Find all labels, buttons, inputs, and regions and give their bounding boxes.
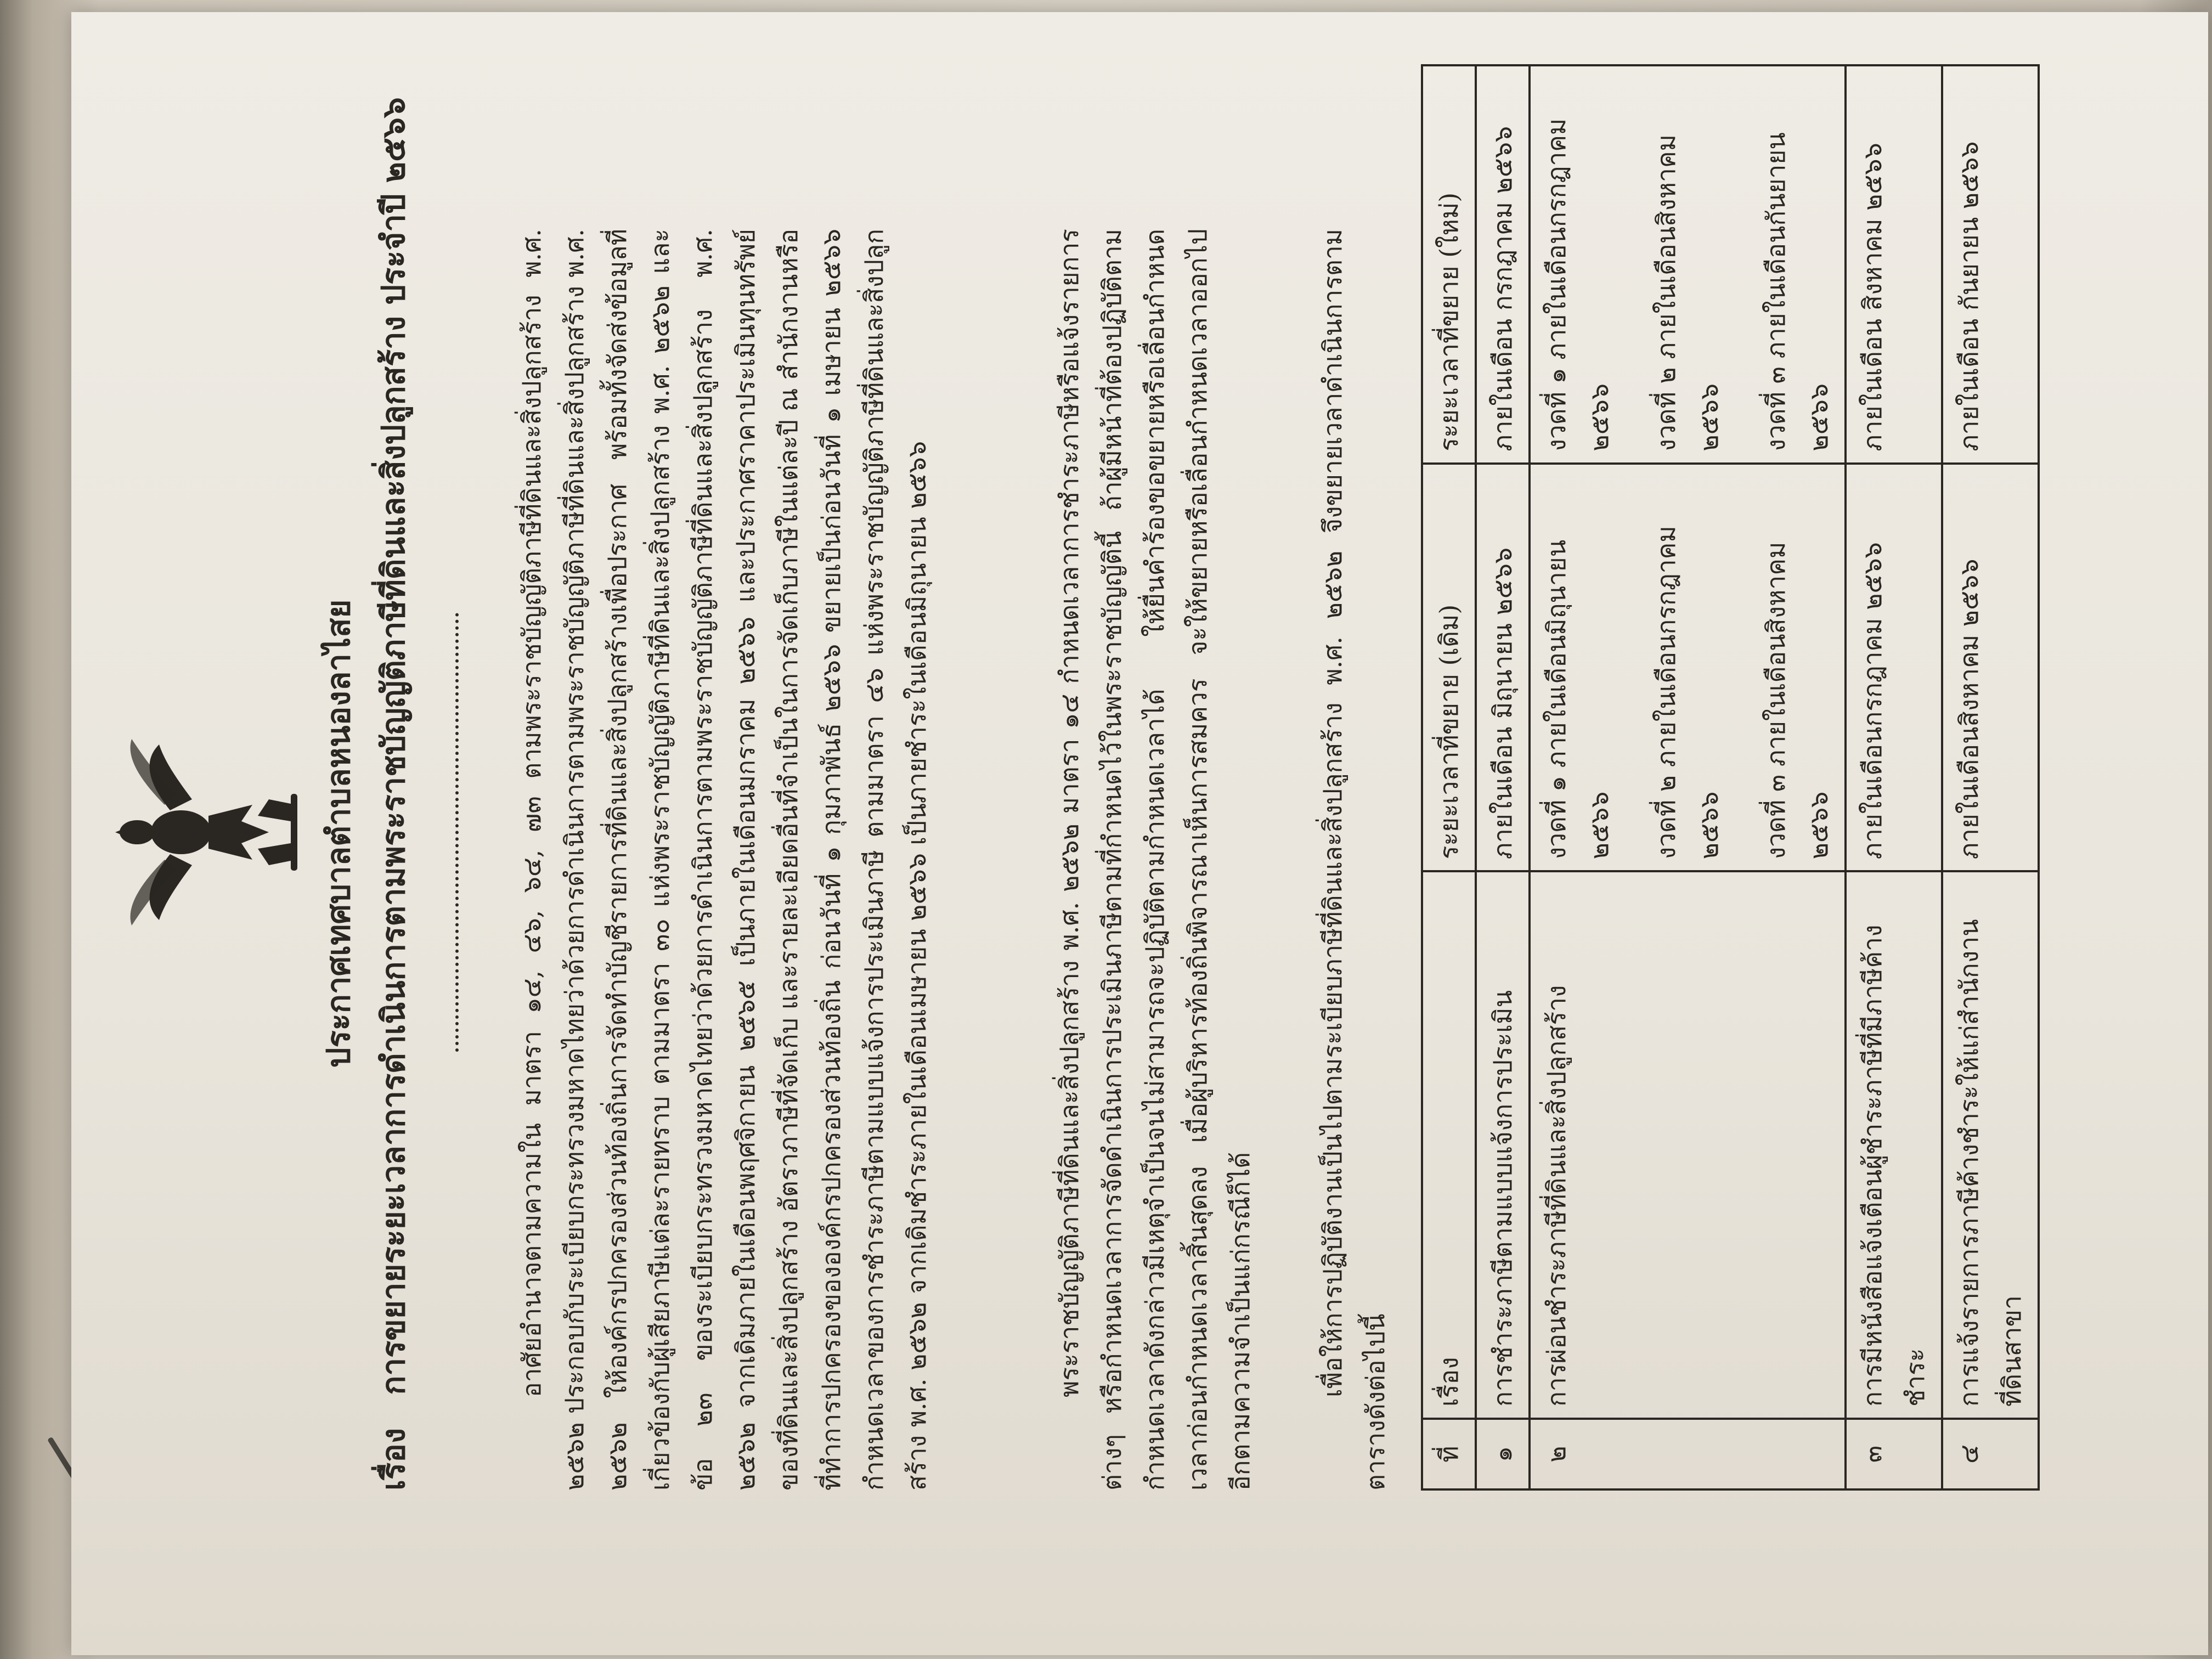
old-installment-1: งวดที่ ๑ ภายในเดือนมิถุนายน ๒๕๖๖ <box>1542 539 1614 860</box>
row-old-period <box>1476 464 1530 872</box>
table-header-row <box>1422 65 1476 1489</box>
new-period-text: ภายในเดือน กรกฎาคม ๒๕๖๖ <box>1488 126 1517 452</box>
table-row <box>1846 65 1942 1489</box>
old-period-text: ภายในเดือนกรกฎาคม ๒๕๖๖ <box>1858 542 1887 860</box>
row-subject: การชำระภาษีตามแบบแจ้งการประเมิน <box>1476 871 1530 1419</box>
new-installment-2: งวดที่ ๒ ภายในเดือนสิงหาคม ๒๕๖๖ <box>1651 134 1724 452</box>
row-new-period <box>1846 65 1942 464</box>
row-number: ๔ <box>1942 1419 2039 1489</box>
header-subject: เรื่อง <box>1422 871 1476 1419</box>
new-period-text: ภายในเดือน สิงหาคม ๒๕๖๖ <box>1858 143 1887 452</box>
header-new-period: ระยะเวลาที่ขยาย (ใหม่) <box>1422 65 1476 464</box>
row-number: ๑ <box>1476 1419 1530 1489</box>
row-subject: การแจ้งรายการภาษีค้างชำระให้แก่สำนักงานที่ดินสาขา <box>1942 871 2039 1419</box>
paragraph-section14: พระราชบัญญัติภาษีที่ดินและสิ่งปลูกสร้าง พ.ศ. ๒๕๖๒ มาตรา ๑๔ กำหนดเวลาการชำระภาษีหรือแจ้งรายการต่างๆ หรือกำหนดเวลาการจัดดำเนินการประเมินภาษีตามที่กำหนดไว้ในพระราชบัญญัตินี้ ถ้าผู้มีหน้าที่ต้องปฏิบัติตามกำหนดเวลาดังกล่าวมีเหตุจำเป็นจนไม่สามารถจะปฏิบัติตามกำหนดเวลาได้ ให้ยื่นคำร้องขอขยายหรือเลื่อนกำหนดเวลาก่อนกำหนดเวลาสิ้นสุดลง เมื่อผู้บริหารท้องถิ่นพิจารณาเห็นการสมควร จะให้ขยายหรือเลื่อนกำหนดเวลาออกไปอีกตามความจำเป็นแก่กรณีก็ได้ <box>1054 229 1255 1491</box>
subject-label: เรื่อง <box>375 1427 412 1491</box>
paper-sheet <box>71 12 2208 1655</box>
garuda-emblem <box>104 739 302 926</box>
row-old-period <box>1942 464 2039 872</box>
row-number: ๓ <box>1846 1419 1942 1489</box>
old-installment-2: งวดที่ ๒ ภายในเดือนกรกฎาคม ๒๕๖๖ <box>1651 526 1724 860</box>
row-old-period <box>1846 464 1942 872</box>
old-period-text: ภายในเดือนสิงหาคม ๒๕๖๖ <box>1954 558 1984 860</box>
schedule-table-wrapper <box>1421 64 2040 1491</box>
document-heading: ประกาศเทศบาลตำบลหนองลาไสย <box>320 599 357 1068</box>
row-subject: การผ่อนชำระภาษีที่ดินและสิ่งปลูกสร้าง <box>1530 871 1846 1419</box>
paragraph-purpose: เพื่อให้การปฏิบัติงานเป็นไปตามระเบียบภาษีที่ดินและสิ่งปลูกสร้าง พ.ศ. ๒๕๖๒ จึงขยายเวลาดำเนินการตามตารางดังต่อไปนี้ <box>1318 229 1390 1491</box>
new-installment-1: งวดที่ ๑ ภายในเดือนกรกฎาคม ๒๕๖๖ <box>1542 118 1614 452</box>
row-new-period <box>1942 65 2039 464</box>
old-period-text: ภายในเดือน มิถุนายน ๒๕๖๖ <box>1488 547 1517 860</box>
paragraph-authority: อาศัยอำนาจตามความใน มาตรา ๑๔, ๔๖, ๖๔, ๗๓ ตามพระราชบัญญัติภาษีที่ดินและสิ่งปลูกสร้าง พ.ศ. ๒๕๖๒ ประกอบกับระเบียบกระทรวงมหาดไทยว่าด้วยการดำเนินการตามพระราชบัญญัติภาษีที่ดินและสิ่งปลูกสร้าง พ.ศ. ๒๕๖๒ ให้องค์กรปกครองส่วนท้องถิ่นการจัดทำบัญชีรายการที่ดินและสิ่งปลูกสร้างเพื่อประกาศ พร้อมทั้งจัดส่งข้อมูลที่เกี่ยวข้องกับผู้เสียภาษีแต่ละรายทราบ ตามมาตรา ๓๐ แห่งพระราชบัญญัติภาษีที่ดินและสิ่งปลูกสร้าง พ.ศ. ๒๕๖๒ และข้อ ๒๓ ของระเบียบกระทรวงมหาดไทยว่าด้วยการดำเนินการตามพระราชบัญญัติภาษีที่ดินและสิ่งปลูกสร้าง พ.ศ. ๒๕๖๒ จากเดิมภายในเดือนพฤศจิกายน ๒๕๖๕ เป็นภายในเดือนมกราคม ๒๕๖๖ และประกาศราคาประเมินทุนทรัพย์ของที่ดินและสิ่งปลูกสร้าง อัตราภาษีที่จัดเก็บ และรายละเอียดอื่นที่จำเป็นในการจัดเก็บภาษีในแต่ละปี ณ สำนักงานหรือที่ทำการปกครองขององค์กรปกครองส่วนท้องถิ่น ก่อนวันที่ ๑ กุมภาพันธ์ ๒๕๖๖ ขยายเป็นก่อนวันที่ ๑ เมษายน ๒๕๖๖ กำหนดเวลาของการชำระภาษีตามแบบแจ้งการประเมินภาษี ตามมาตรา ๔๖ แห่งพระราชบัญญัติภาษีที่ดินและสิ่งปลูกสร้าง พ.ศ. ๒๕๖๒ จากเดิมชำระภายในเดือนเมษายน ๒๕๖๖ เป็นภายชำระในเดือนมิถุนายน ๒๕๖๖ <box>517 229 932 1491</box>
dotted-divider <box>455 613 459 1052</box>
row-new-period <box>1530 65 1846 464</box>
row-number: ๒ <box>1530 1419 1846 1489</box>
schedule-table <box>1421 64 2040 1491</box>
subject-text: การขยายระยะเวลาการดำเนินการตามพระราชบัญญัติภาษีที่ดินและสิ่งปลูกสร้าง ประจำปี ๒๕๖๖ <box>375 97 412 1395</box>
row-old-period <box>1530 464 1846 872</box>
table-row <box>1476 65 1530 1489</box>
row-subject: การมีหนังสือแจ้งเตือนผู้ชำระภาษีที่มีภาษีค้างชำระ <box>1846 871 1942 1419</box>
new-installment-3: งวดที่ ๓ ภายในเดือนกันยายน ๒๕๖๖ <box>1761 132 1833 452</box>
table-row <box>1942 65 2039 1489</box>
subject-line <box>368 64 419 1491</box>
rotated-document <box>71 12 2208 1655</box>
new-period-text: ภายในเดือน กันยายน ๒๕๖๖ <box>1954 141 1984 452</box>
old-installment-3: งวดที่ ๓ ภายในเดือนสิงหาคม ๒๕๖๖ <box>1761 541 1833 860</box>
header-old-period: ระยะเวลาที่ขยาย (เดิม) <box>1422 464 1476 872</box>
table-row <box>1530 65 1846 1489</box>
row-new-period <box>1476 65 1530 464</box>
header-no: ที่ <box>1422 1419 1476 1489</box>
